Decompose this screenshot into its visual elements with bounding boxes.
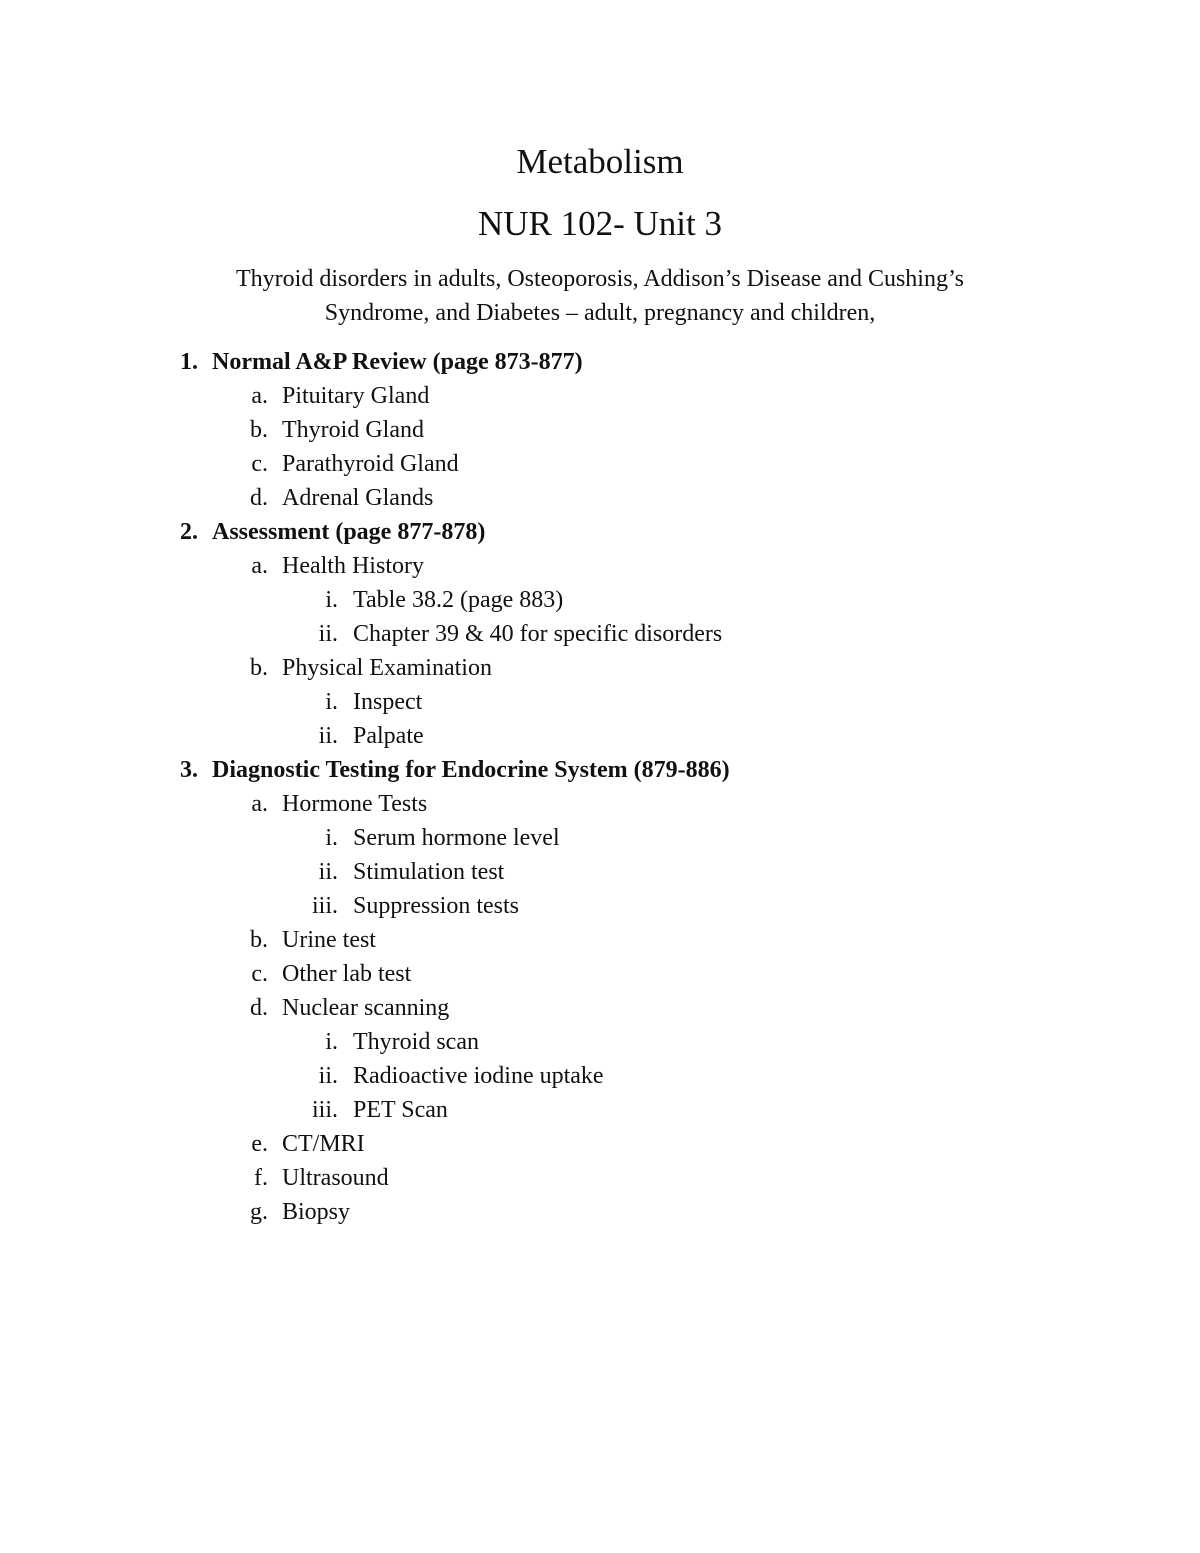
outline-text: Adrenal Glands: [282, 485, 434, 511]
outline-text: Serum hormone level: [353, 825, 560, 851]
outline-item-level-2: [0, 447, 1200, 481]
outline-item-level-2: [0, 379, 1200, 413]
outline-marker: iii.: [311, 1097, 338, 1123]
outline-text: Other lab test: [282, 961, 412, 987]
outline-marker: ii.: [318, 723, 338, 749]
outline-text: Pituitary Gland: [282, 383, 430, 409]
outline-text: Stimulation test: [353, 859, 505, 885]
outline-item-level-2: [0, 549, 1200, 583]
outline-marker: i.: [325, 587, 338, 613]
outline-text: Parathyroid Gland: [282, 451, 459, 477]
outline-item-level-3: [0, 1093, 1200, 1127]
outline-marker: d.: [250, 485, 268, 511]
outline-item-level-2: [0, 1127, 1200, 1161]
outline-text: Radioactive iodine uptake: [353, 1063, 604, 1089]
outline-marker: f.: [254, 1165, 268, 1191]
topic-outline: [0, 345, 1200, 1229]
outline-marker: i.: [325, 825, 338, 851]
outline-text: Ultrasound: [282, 1165, 389, 1191]
outline-item-level-3: [0, 1059, 1200, 1093]
outline-heading: Assessment: [212, 519, 330, 545]
outline-marker: 2.: [180, 519, 198, 545]
outline-item-level-2: [0, 481, 1200, 515]
outline-marker: a.: [251, 791, 268, 817]
outline-marker: ii.: [318, 621, 338, 647]
outline-marker: 3.: [180, 757, 198, 783]
outline-marker: b.: [250, 927, 268, 953]
outline-text: Physical Examination: [282, 655, 492, 681]
outline-text: CT/MRI: [282, 1131, 365, 1157]
outline-item-level-2: [0, 957, 1200, 991]
outline-marker: b.: [250, 417, 268, 443]
subtitle-line-2: Syndrome, and Diabetes – adult, pregnancy and children,: [324, 300, 876, 326]
outline-marker: ii.: [318, 1063, 338, 1089]
outline-text: Suppression tests: [353, 893, 520, 919]
outline-text: Nuclear scanning: [282, 995, 450, 1021]
outline-item-level-2: [0, 991, 1200, 1025]
outline-page-range: (page 873-877): [426, 349, 583, 375]
outline-item-level-3: [0, 583, 1200, 617]
outline-item-level-3: [0, 1025, 1200, 1059]
outline-text: [212, 515, 485, 549]
outline-item-level-2: [0, 1195, 1200, 1229]
outline-item-level-1: [0, 515, 1200, 549]
outline-marker: 1.: [180, 349, 198, 375]
subtitle-line-1: Thyroid disorders in adults, Osteoporosis, Addison’s Disease and Cushing’s: [236, 266, 964, 292]
outline-text: Chapter 39 & 40 for specific disorders: [353, 621, 723, 647]
outline-text: PET Scan: [353, 1097, 448, 1123]
outline-marker: g.: [250, 1199, 268, 1225]
outline-text: Thyroid Gland: [282, 417, 424, 443]
outline-text: Biopsy: [282, 1199, 351, 1225]
outline-item-level-3: [0, 889, 1200, 923]
outline-item-level-2: [0, 413, 1200, 447]
outline-heading: Normal A&P Review: [212, 349, 427, 375]
outline-text: Urine test: [282, 927, 376, 953]
outline-marker: a.: [251, 553, 268, 579]
outline-text: [212, 345, 583, 379]
outline-marker: d.: [250, 995, 268, 1021]
outline-item-level-1: [0, 753, 1200, 787]
outline-item-level-2: [0, 923, 1200, 957]
outline-marker: c.: [251, 961, 268, 987]
outline-item-level-3: [0, 685, 1200, 719]
outline-item-level-2: [0, 651, 1200, 685]
outline-marker: iii.: [311, 893, 338, 919]
outline-item-level-3: [0, 855, 1200, 889]
outline-marker: b.: [250, 655, 268, 681]
outline-item-level-3: [0, 719, 1200, 753]
outline-marker: ii.: [318, 859, 338, 885]
outline-marker: i.: [325, 689, 338, 715]
outline-marker: i.: [325, 1029, 338, 1055]
outline-text: Table 38.2 (page 883): [353, 587, 564, 613]
outline-item-level-3: [0, 821, 1200, 855]
outline-text: [212, 753, 730, 787]
outline-text: Hormone Tests: [282, 791, 428, 817]
outline-page-range: (page 877-878): [329, 519, 486, 545]
outline-marker: e.: [251, 1131, 268, 1157]
outline-item-level-3: [0, 617, 1200, 651]
outline-heading: Diagnostic Testing for Endocrine System: [212, 757, 628, 783]
document-subtitle: [0, 262, 1200, 330]
outline-item-level-2: [0, 1161, 1200, 1195]
outline-text: Inspect: [353, 689, 423, 715]
outline-text: Palpate: [353, 723, 424, 749]
outline-text: Health History: [282, 553, 424, 579]
outline-marker: c.: [251, 451, 268, 477]
outline-text: Thyroid scan: [353, 1029, 479, 1055]
outline-page-range: (879-886): [627, 757, 730, 783]
course-title: NUR 102- Unit 3: [477, 204, 723, 243]
outline-marker: a.: [251, 383, 268, 409]
document-title: Metabolism: [516, 142, 684, 181]
outline-item-level-2: [0, 787, 1200, 821]
outline-item-level-1: [0, 345, 1200, 379]
